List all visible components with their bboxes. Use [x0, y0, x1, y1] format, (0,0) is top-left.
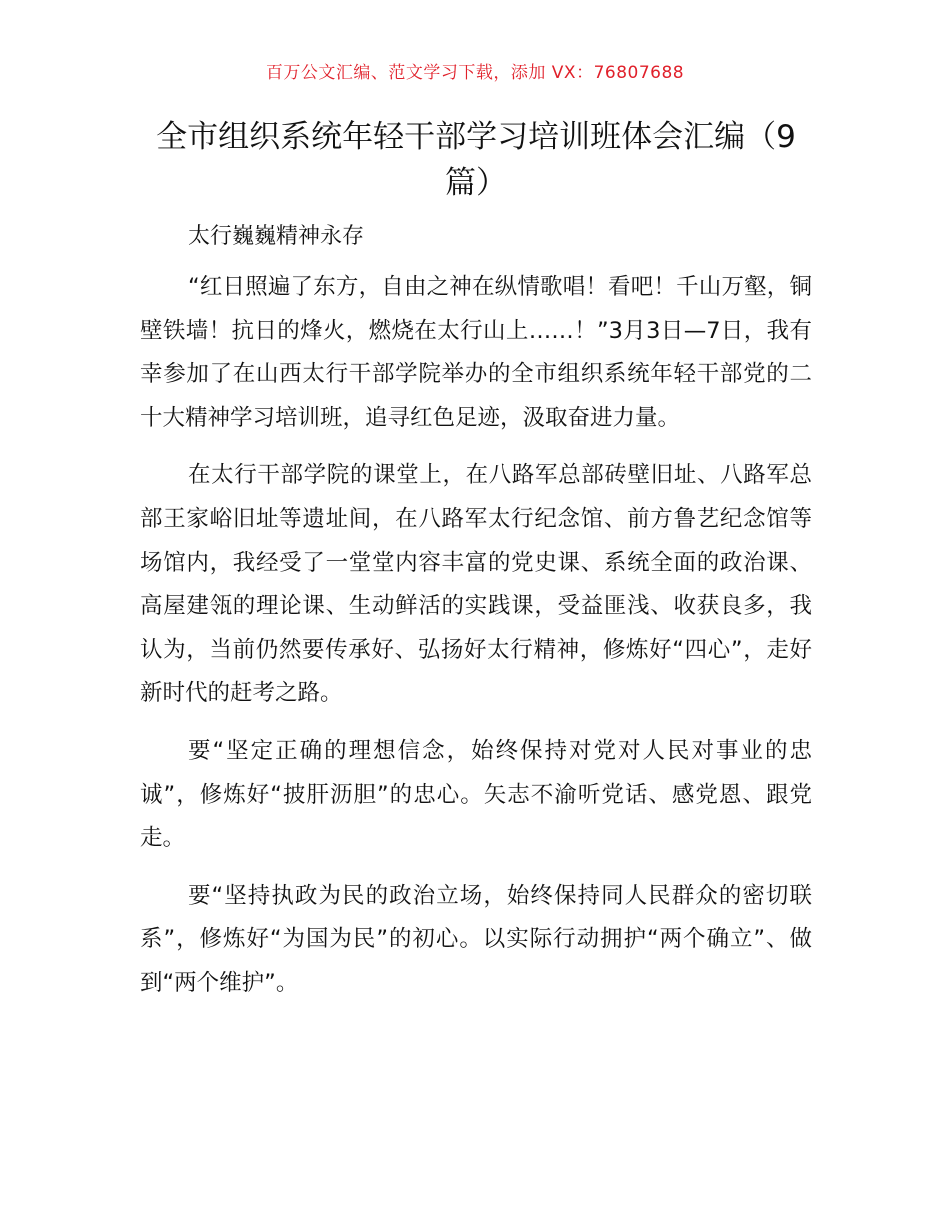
- document-subtitle: 太行巍巍精神永存: [188, 224, 365, 249]
- watermark-banner: 百万公文汇编、范文学习下载，添加 VX：76807688: [265, 63, 685, 83]
- document-body: [140, 266, 812, 1020]
- paragraph: 要“坚持执政为民的政治立场，始终保持同人民群众的密切联系”，修炼好“为国为民”的初心。以实际行动拥护“两个确立”、做到“两个维护”。: [140, 882, 812, 996]
- paragraph: 要“坚定正确的理想信念，始终保持对党对人民对事业的忠诚”，修炼好“披肝沥胆”的忠心。矢志不渝听党话、感党恩、跟党走。: [140, 737, 812, 852]
- paragraph: 在太行干部学院的课堂上，在八路军总部砖壁旧址、八路军总部王家峪旧址等遗址间，在八路军太行纪念馆、前方鲁艺纪念馆等场馆内，我经受了一堂堂内容丰富的党史课、系统全面的政治课、高屋建瓴的理论课、生动鲜活的实践课，受益匪浅、收获良多，我认为，当前仍然要传承好、弘扬好太行精神，修炼好“四心”，走好新时代的赶考之路。: [140, 462, 812, 707]
- paragraph: “红日照遍了东方，自由之神在纵情歌唱！看吧！千山万壑，铜壁铁墙！抗日的烽火，燃烧在太行山上……！”3月3日—7日，我有幸参加了在山西太行干部学院举办的全市组织系统年轻干部党的二十大精神学习培训班，追寻红色足迹，汲取奋进力量。: [140, 274, 812, 431]
- document-title: 全市组织系统年轻干部学习培训班体会汇编（9篇）: [156, 119, 796, 201]
